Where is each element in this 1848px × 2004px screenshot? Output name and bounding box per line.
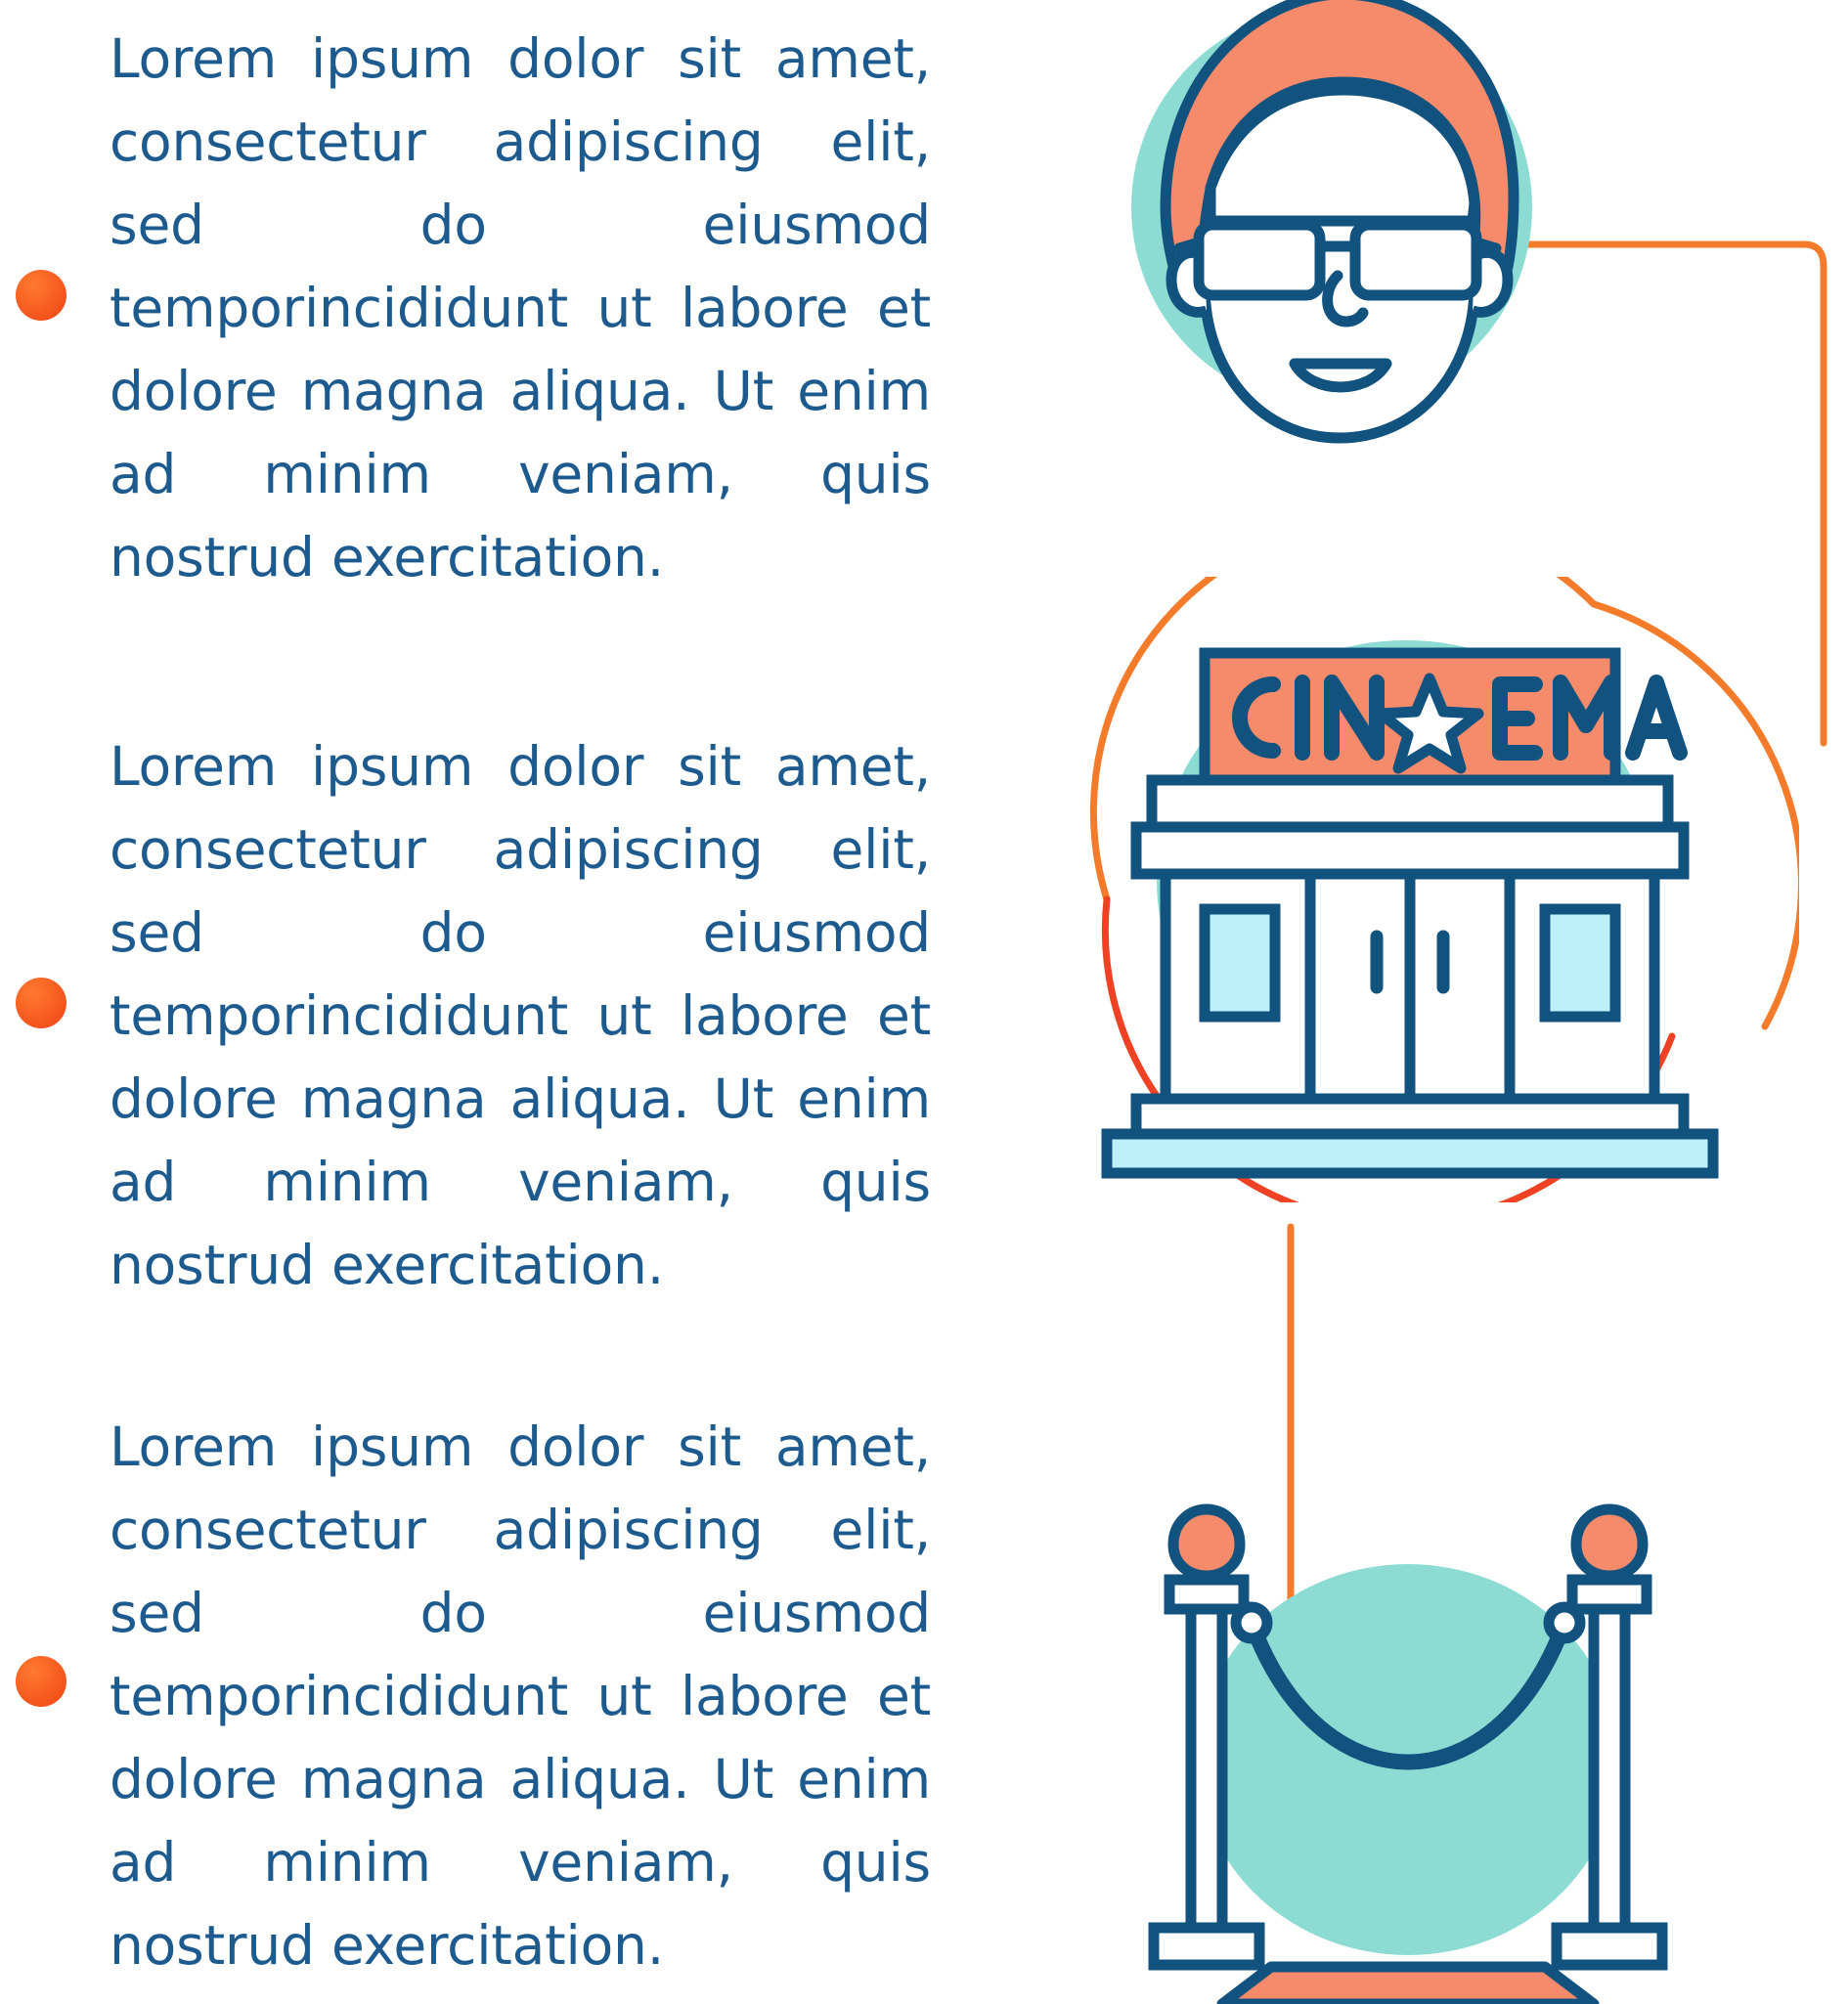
bullet-marker-1 bbox=[16, 270, 66, 321]
bullet-text-2: Lorem ipsum dolor sit amet, consectetur adipiscing elit, sed do eiusmod temporincididunt ut labore et dolore magna aliqua. Ut enim ad minim veniam, quis nostrud exercitation. bbox=[110, 735, 931, 1296]
bullet-marker-3 bbox=[16, 1656, 66, 1707]
bullet-item-2 bbox=[110, 725, 931, 1307]
window-right bbox=[1545, 909, 1615, 1017]
red-carpet-icon bbox=[1115, 1486, 1701, 2004]
red-carpet bbox=[1222, 1967, 1594, 2004]
bullet-item-3 bbox=[110, 1406, 931, 1987]
cinema-building-icon bbox=[988, 577, 1799, 1202]
bullet-text-3: Lorem ipsum dolor sit amet, consectetur adipiscing elit, sed do eiusmod temporincididunt ut labore et dolore magna aliqua. Ut enim ad minim veniam, quis nostrud exercitation. bbox=[110, 1416, 931, 1977]
bullet-marker-2 bbox=[16, 978, 66, 1028]
window-left bbox=[1205, 909, 1275, 1017]
bullet-item-1 bbox=[110, 18, 931, 599]
illustration-column bbox=[968, 0, 1848, 2002]
bullet-text-1: Lorem ipsum dolor sit amet, consectetur adipiscing elit, sed do eiusmod temporincididunt ut labore et dolore magna aliqua. Ut enim ad minim veniam, quis nostrud exercitation. bbox=[110, 27, 931, 588]
moviegoer-icon bbox=[1085, 0, 1594, 489]
